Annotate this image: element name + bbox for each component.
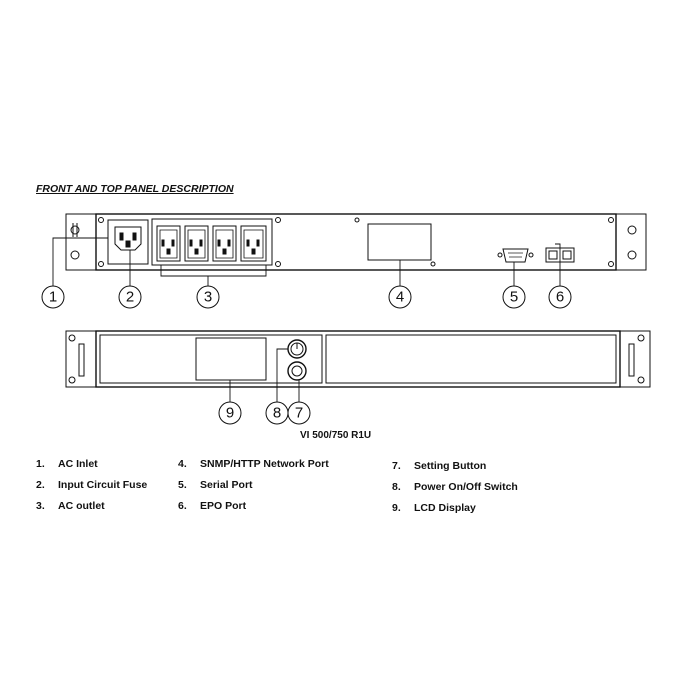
rear-screws <box>99 218 614 267</box>
leader-lines <box>53 238 560 402</box>
legend-item-input-circuit-fuse: 2. Input Circuit Fuse <box>36 479 148 491</box>
callout-1 <box>42 286 64 308</box>
serial-port <box>498 249 533 262</box>
legend-column-2 <box>178 458 329 521</box>
front-bezel-right <box>326 335 616 383</box>
rear-panel <box>66 214 646 270</box>
ac-inlet <box>108 220 148 264</box>
front-panel <box>66 331 650 387</box>
front-right-ear <box>620 331 650 387</box>
legend-item-snmp-port: 4. SNMP/HTTP Network Port <box>178 458 329 470</box>
callout-9 <box>219 402 241 424</box>
legend-item-lcd-display: 9. LCD Display <box>392 502 476 514</box>
svg-text:1: 1 <box>48 288 58 306</box>
ac-outlet-2 <box>185 226 208 261</box>
svg-text:8: 8 <box>272 404 282 422</box>
callout-2 <box>119 286 141 308</box>
svg-text:4: 4 <box>395 288 405 306</box>
front-left-ear <box>66 331 96 387</box>
svg-text:6: 6 <box>555 288 565 306</box>
legend-item-ac-inlet: 1. AC Inlet <box>36 458 98 470</box>
model-caption: VI 500/750 R1U <box>300 430 372 441</box>
left-mounting-ear <box>66 214 96 270</box>
svg-text:9: 9 <box>225 404 235 422</box>
callout-7 <box>288 402 310 424</box>
svg-text:5: 5 <box>509 288 519 306</box>
svg-text:3: 3 <box>203 288 213 306</box>
legend-column-3 <box>392 460 518 523</box>
legend-item-setting-button: 7. Setting Button <box>392 460 487 472</box>
legend-item-ac-outlet: 3. AC outlet <box>36 500 105 512</box>
svg-text:2: 2 <box>125 288 135 306</box>
callout-6 <box>549 286 571 308</box>
legend-column-1 <box>36 458 147 521</box>
callout-5 <box>503 286 525 308</box>
ac-outlet-3 <box>213 226 236 261</box>
snmp-network-slot <box>368 224 431 260</box>
callout-4 <box>389 286 411 308</box>
svg-text:7: 7 <box>294 404 304 422</box>
callout-8 <box>266 402 288 424</box>
ac-outlet-4 <box>241 226 266 261</box>
diagram-heading: FRONT AND TOP PANEL DESCRIPTION <box>36 183 234 195</box>
power-switch <box>288 340 306 358</box>
ac-outlets <box>152 219 272 265</box>
callout-3 <box>197 286 219 308</box>
front-chassis <box>96 331 620 387</box>
right-mounting-ear <box>616 214 646 270</box>
setting-button <box>288 362 306 380</box>
legend-item-epo-port: 6. EPO Port <box>178 500 247 512</box>
lcd-display <box>196 338 266 380</box>
legend-item-serial-port: 5. Serial Port <box>178 479 253 491</box>
legend-item-power-switch: 8. Power On/Off Switch <box>392 481 518 493</box>
ac-outlet-1 <box>157 226 180 261</box>
